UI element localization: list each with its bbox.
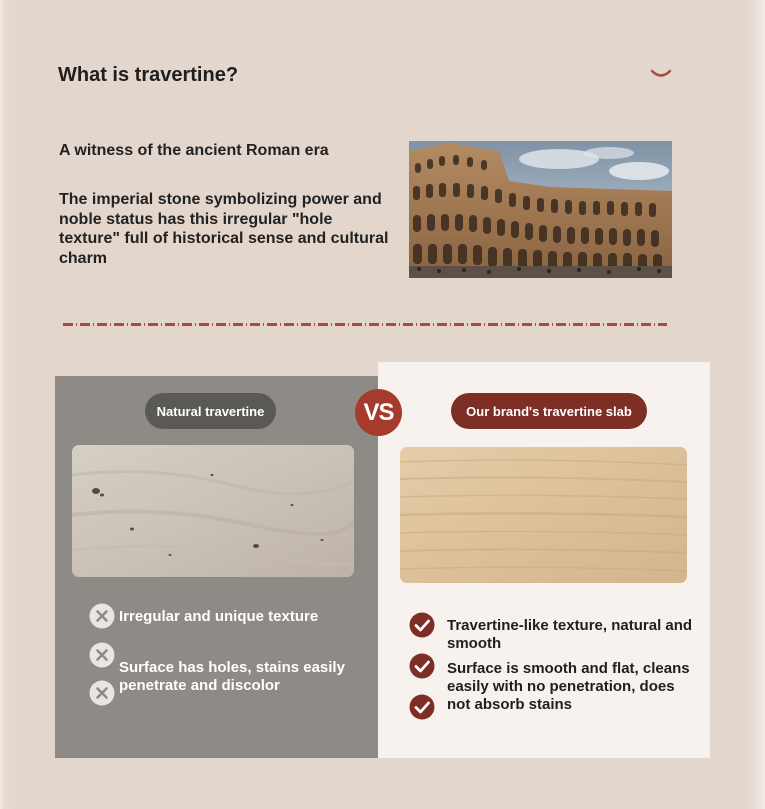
section-divider [63,323,667,326]
natural-travertine-slab [72,445,354,577]
cross-icon [89,642,115,668]
vs-badge: VS [355,389,402,436]
cross-icon [89,680,115,706]
check-icon [409,653,435,679]
check-icon [409,694,435,720]
intro-heading: A witness of the ancient Roman era [59,142,329,159]
right-feature-1: Travertine-like texture, natural and smooth [447,617,693,652]
intro-body: The imperial stone symbolizing power and noble status has this irregular "hole texture" full of historical sense and cultural charm [59,191,389,267]
left-feature-2: Surface has holes, stains easily penetrate and discolor [119,659,345,694]
faq-header[interactable] [58,62,678,92]
chevron-down-icon[interactable] [650,68,672,82]
natural-travertine-label: Natural travertine [145,393,276,429]
check-icon [409,612,435,638]
brand-slab-label: Our brand's travertine slab [451,393,647,429]
left-feature-1: Irregular and unique texture [119,608,319,625]
cross-icon [89,603,115,629]
page-title: What is travertine? [58,64,239,86]
brand-travertine-slab [400,447,687,583]
right-feature-2: Surface is smooth and flat, cleans easily with no penetration, does not absorb stains [447,660,690,713]
colosseum-photo [409,141,672,278]
